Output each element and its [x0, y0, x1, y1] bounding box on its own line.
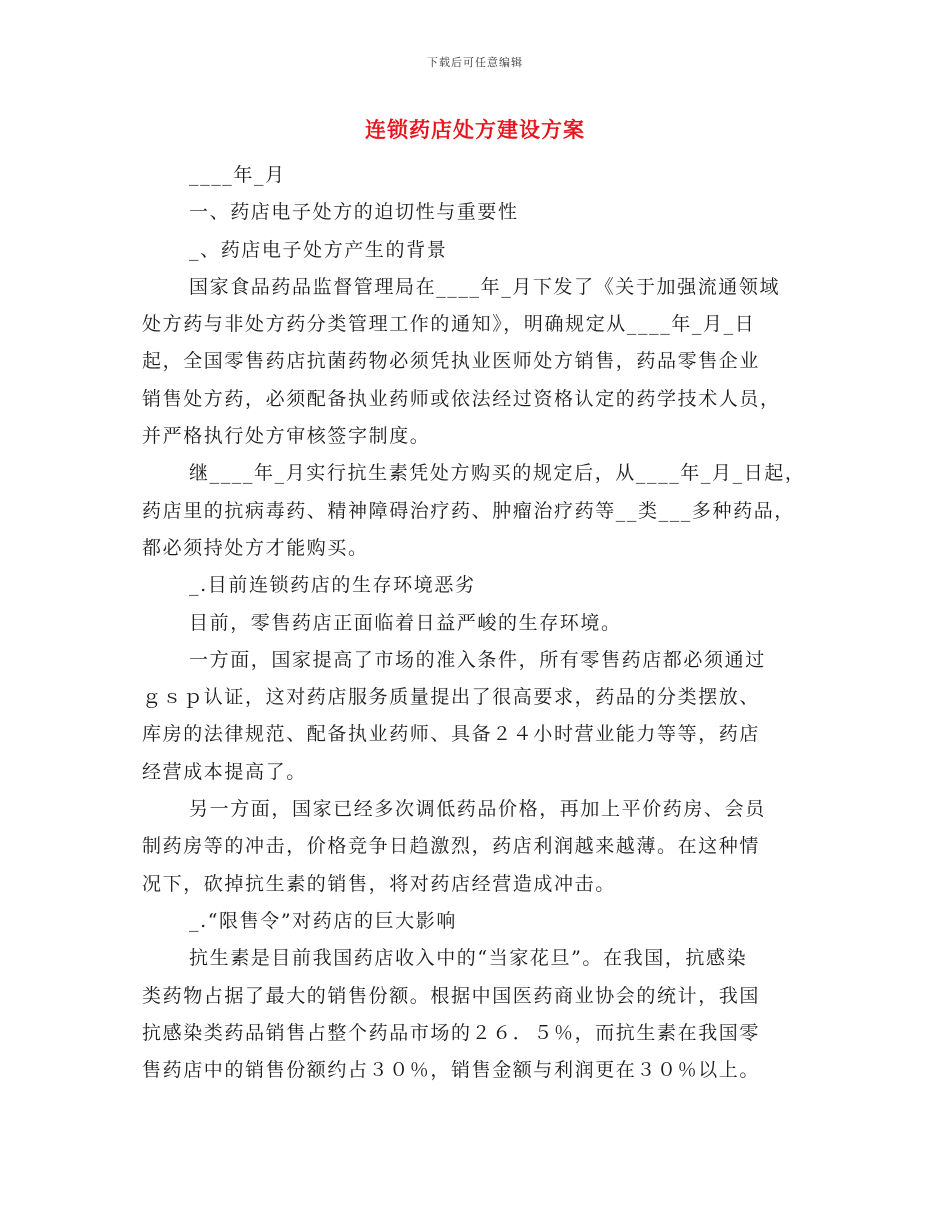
body-line: 另一方面，国家已经多次调低药品价格，再加上平价药房、会员 [189, 798, 766, 821]
body-line: 一方面，国家提高了市场的准入条件，所有零售药店都必须通过 [189, 648, 766, 671]
body-line: 抗生素是目前我国药店收入中的“当家花旦”。在我国，抗感染 [189, 947, 748, 970]
body-line: 处方药与非处方药分类管理工作的通知》，明确规定从____年_月_日 [142, 313, 756, 336]
body-line: 抗感染类药品销售占整个药品市场的２６．５％，而抗生素在我国零 [142, 1021, 761, 1044]
body-line: 起，全国零售药店抗菌药物必须凭执业医师处方销售，药品零售企业 [142, 350, 761, 373]
body-line: 一、药店电子处方的迫切性与重要性 [189, 201, 519, 224]
body-line: 药店里的抗病毒药、精神障碍治疗药、肿瘤治疗药等__类___多种药品， [142, 499, 795, 522]
body-line: 库房的法律规范、配备执业药师、具备２４小时营业能力等等，药店 [142, 723, 761, 746]
body-line: 况下，砍掉抗生素的销售，将对药店经营造成冲击。 [142, 872, 616, 895]
header-note: 下载后可任意编辑 [427, 56, 523, 69]
body-line: 销售处方药，必须配备执业药师或依法经过资格认定的药学技术人员， [142, 387, 781, 410]
body-line: 售药店中的销售份额约占３０％，销售金额与利润更在３０％以上。 [142, 1059, 761, 1082]
body-line: _、药店电子处方产生的背景 [189, 238, 448, 261]
body-line: 国家食品药品监督管理局在____年_月下发了《关于加强流通领域 [189, 275, 781, 298]
body-line: 制药房等的冲击，价格竞争日趋激烈，药店利润越来越薄。在这种情 [142, 835, 761, 858]
document-body [142, 157, 818, 1089]
body-line: 继____年_月实行抗生素凭处方购买的规定后，从____年_月_日起， [189, 462, 806, 485]
body-line: ____年_月 [189, 164, 286, 186]
body-line: _.目前连锁药店的生存环境恶劣 [189, 574, 476, 597]
body-line: ｇｓｐ认证，这对药店服务质量提出了很高要求，药品的分类摆放、 [142, 686, 761, 709]
body-line: _.“限售令”对药店的巨大影响 [189, 909, 457, 932]
body-line: 都必须持处方才能购买。 [142, 536, 369, 559]
body-line: 并严格执行处方审核签字制度。 [142, 425, 431, 448]
body-line: 经营成本提高了。 [142, 760, 307, 783]
document-title: 连锁药店处方建设方案 [365, 117, 585, 142]
body-line: 类药物占据了最大的销售份额。根据中国医药商业协会的统计，我国 [142, 984, 761, 1007]
body-line: 目前，零售药店正面临着日益严峻的生存环境。 [189, 611, 622, 634]
